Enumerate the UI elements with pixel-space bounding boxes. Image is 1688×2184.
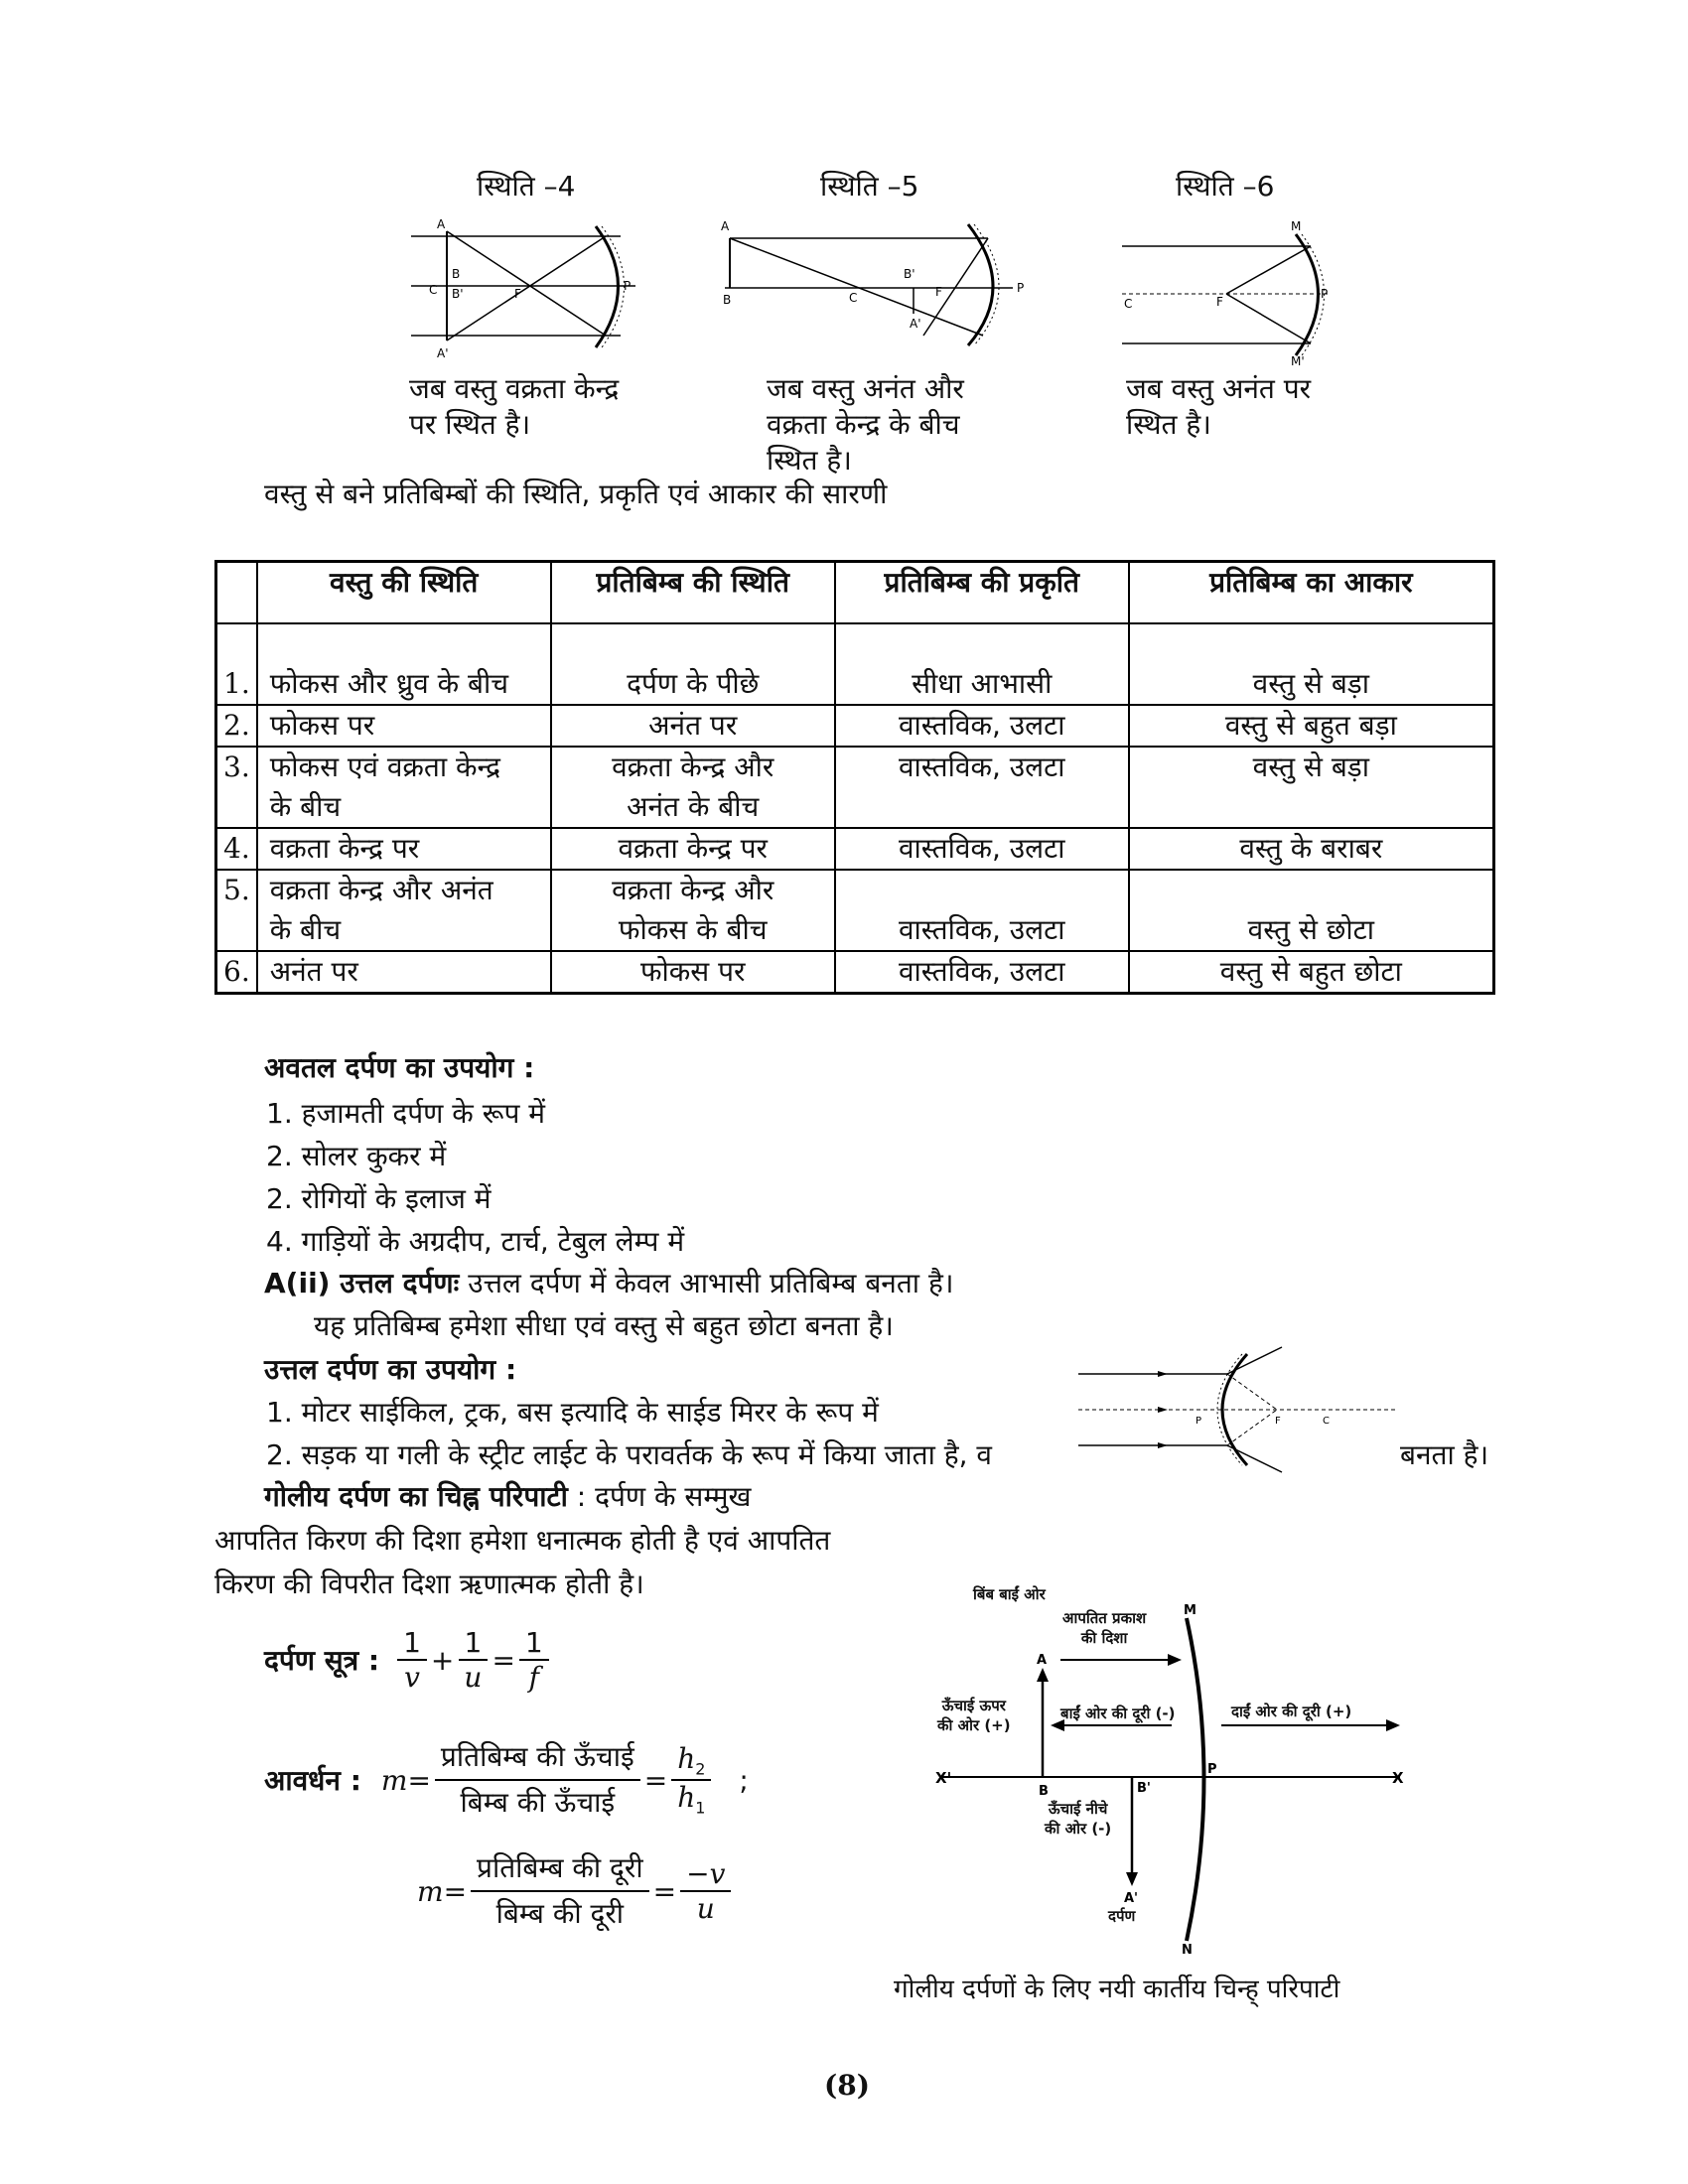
table-row: 4. वक्रता केन्द्र पर वक्रता केन्द्र पर वास्तविक, उलटा वस्तु के बराबर bbox=[216, 828, 1494, 870]
label-incident-direction: आपतित प्रकाश की दिशा bbox=[1062, 1609, 1147, 1647]
svg-text:P: P bbox=[624, 279, 632, 293]
list-item: 2. सोलर कुकर में bbox=[266, 1140, 447, 1172]
svg-text:N: N bbox=[1182, 1943, 1193, 1956]
table-header-image-nature: प्रतिबिम्ब की प्रकृति bbox=[835, 562, 1129, 624]
svg-text:C: C bbox=[429, 283, 438, 297]
sign-convention-line1: गोलीय दर्पण का चिह्न परिपाटी : दर्पण के सम्मुख bbox=[264, 1480, 752, 1513]
sign-convention-line3: किरण की विपरीत दिशा ऋणात्मक होती है। bbox=[214, 1568, 644, 1600]
ray-diagram-situation-5 bbox=[715, 216, 1033, 355]
table-row: 1. फोकस और ध्रुव के बीच दर्पण के पीछे सीधा आभासी वस्तु से बड़ा bbox=[216, 623, 1494, 705]
svg-text:F: F bbox=[1216, 295, 1223, 309]
svg-text:P: P bbox=[1196, 1416, 1202, 1427]
convex-mirror-label: A(ii) उत्तल दर्पणः bbox=[264, 1267, 460, 1299]
sign-convention-drawing bbox=[933, 1578, 1410, 1956]
magnification-formula: आवर्धन : m = $\frac{\text{प्रतिबिम्ब की ऊँचाई}}{\text{बिम्ब की ऊँचाई}}$ = $\frac{h_2}{h_1}$ ; bbox=[264, 1735, 749, 1825]
convex-uses-tail: बनता है। bbox=[1400, 1438, 1489, 1471]
page-number: (8) bbox=[824, 2069, 870, 2102]
table-header-image-position: प्रतिबिम्ब की स्थिति bbox=[551, 562, 835, 624]
situation-4-title: स्थिति –4 bbox=[477, 170, 576, 203]
concave-uses-heading: अवतल दर्पण का उपयोग : bbox=[264, 1051, 535, 1084]
svg-text:B': B' bbox=[904, 267, 915, 281]
label-height-down: ऊँचाई नीचे की ओर (-) bbox=[1045, 1800, 1112, 1838]
svg-text:X': X' bbox=[935, 1769, 952, 1787]
svg-text:B': B' bbox=[1137, 1781, 1151, 1796]
mirror-formula-label: दर्पण सूत्र : bbox=[264, 1644, 380, 1677]
svg-text:A: A bbox=[437, 217, 446, 231]
svg-text:M': M' bbox=[1291, 354, 1305, 365]
list-item: 1. मोटर साईकिल, ट्रक, बस इत्यादि के साईड मिरर के रूप में bbox=[266, 1396, 879, 1429]
sign-convention-line2: आपतित किरण की दिशा हमेशा धनात्मक होती है एवं आपतित bbox=[214, 1524, 831, 1557]
list-item: 1. हजामती दर्पण के रूप में bbox=[266, 1097, 545, 1130]
svg-text:M: M bbox=[1291, 219, 1302, 233]
table-header-number bbox=[216, 562, 257, 624]
list-item: 4. गाड़ियों के अग्रदीप, टार्च, टेबुल लेम्प में bbox=[266, 1225, 685, 1258]
convex-mirror-diagram bbox=[1078, 1342, 1396, 1481]
label-left-distance: बाईं ओर की दूरी (-) bbox=[1060, 1705, 1176, 1722]
list-item: 2. सड़क या गली के स्ट्रीट लाईट के परावर्तक के रूप में किया जाता है, व bbox=[266, 1438, 992, 1471]
svg-text:C: C bbox=[1323, 1416, 1330, 1427]
svg-text:A': A' bbox=[437, 346, 449, 360]
convex-mirror-paragraph: A(ii) उत्तल दर्पणः उत्तल दर्पण में केवल आभासी प्रतिबिम्ब बनता है। bbox=[264, 1267, 954, 1299]
magnification-distance-formula: m = $\frac{\text{प्रतिबिम्ब की दूरी}}{\text{बिम्ब की दूरी}}$ = $\frac{-v}{u}$ bbox=[417, 1846, 735, 1936]
svg-text:B: B bbox=[723, 293, 732, 307]
svg-text:P: P bbox=[1017, 281, 1025, 295]
convex-mirror-text2: यह प्रतिबिम्ब हमेशा सीधा एवं वस्तु से बहुत छोटा बनता है। bbox=[314, 1309, 894, 1342]
svg-text:A: A bbox=[1037, 1653, 1048, 1668]
table-row: 5. वक्रता केन्द्र और अनंत के बीच वक्रता केन्द्र और फोकस के बीच वास्तविक, उलटा वस्तु से छोटा bbox=[216, 870, 1494, 951]
svg-text:P: P bbox=[1207, 1762, 1217, 1777]
table-header-row bbox=[216, 562, 1494, 624]
concave-uses-list bbox=[266, 1092, 684, 1263]
label-height-up: ऊँचाई ऊपर की ओर (+) bbox=[937, 1697, 1011, 1734]
table-header-object-position: वस्तु की स्थिति bbox=[257, 562, 551, 624]
svg-text:A': A' bbox=[910, 317, 921, 331]
situation-6-title: स्थिति –6 bbox=[1176, 170, 1275, 203]
svg-text:F: F bbox=[1275, 1416, 1281, 1427]
ray-diagram-situation-4 bbox=[407, 216, 645, 365]
svg-text:F: F bbox=[514, 287, 521, 301]
label-object-left: बिंब बाईं ओर bbox=[973, 1585, 1046, 1603]
svg-text:C: C bbox=[849, 291, 858, 305]
svg-text:B: B bbox=[1039, 1784, 1049, 1799]
situation-5-title: स्थिति –5 bbox=[820, 170, 919, 203]
situation-4-caption: जब वस्तु वक्रता केन्द्र पर स्थित है। bbox=[409, 372, 620, 441]
situation-5-caption: जब वस्तु अनंत और वक्रता केन्द्र के बीच स्थित है। bbox=[767, 372, 964, 477]
table-row: 6. अनंत पर फोकस पर वास्तविक, उलटा वस्तु से बहुत छोटा bbox=[216, 951, 1494, 994]
svg-text:B': B' bbox=[452, 287, 464, 301]
table-row: 2. फोकस पर अनंत पर वास्तविक, उलटा वस्तु से बहुत बड़ा bbox=[216, 705, 1494, 747]
svg-text:M: M bbox=[1184, 1603, 1196, 1618]
svg-text:F: F bbox=[935, 285, 942, 299]
image-formation-table bbox=[214, 560, 1495, 995]
magnification-label: आवर्धन : bbox=[264, 1764, 361, 1797]
svg-text:A: A bbox=[721, 219, 730, 233]
list-item: 2. रोगियों के इलाज में bbox=[266, 1182, 492, 1215]
sign-convention-caption: गोलीय दर्पणों के लिए नयी कार्तीय चिन्ह् परिपाटी bbox=[894, 1975, 1340, 2004]
label-mirror: दर्पण bbox=[1108, 1907, 1136, 1925]
convex-uses-heading: उत्तल दर्पण का उपयोग : bbox=[264, 1353, 517, 1386]
label-right-distance: दाईं ओर की दूरी (+) bbox=[1231, 1703, 1352, 1720]
svg-text:P: P bbox=[1321, 287, 1329, 301]
table-intro: वस्तु से बने प्रतिबिम्बों की स्थिति, प्रकृति एवं आकार की सारणी bbox=[264, 478, 888, 510]
sign-convention-label: गोलीय दर्पण का चिह्न परिपाटी bbox=[264, 1480, 568, 1513]
ray-diagram-situation-6 bbox=[1112, 216, 1350, 365]
situation-6-caption: जब वस्तु अनंत पर स्थित है। bbox=[1126, 372, 1312, 441]
svg-text:A': A' bbox=[1124, 1891, 1139, 1906]
svg-text:X: X bbox=[1392, 1769, 1404, 1787]
table-header-image-size: प्रतिबिम्ब का आकार bbox=[1129, 562, 1494, 624]
svg-text:B: B bbox=[452, 267, 461, 281]
sign-convention-diagram bbox=[933, 1578, 1410, 1956]
svg-text:C: C bbox=[1124, 297, 1133, 311]
table-row: 3. फोकस एवं वक्रता केन्द्र के बीच वक्रता केन्द्र और अनंत के बीच वास्तविक, उलटा वस्तु से बड़ा bbox=[216, 747, 1494, 828]
mirror-formula: दर्पण सूत्र : $\frac{1}{v}$ + $\frac{1}{u}$ = $\frac{1}{f}$ bbox=[264, 1626, 553, 1694]
